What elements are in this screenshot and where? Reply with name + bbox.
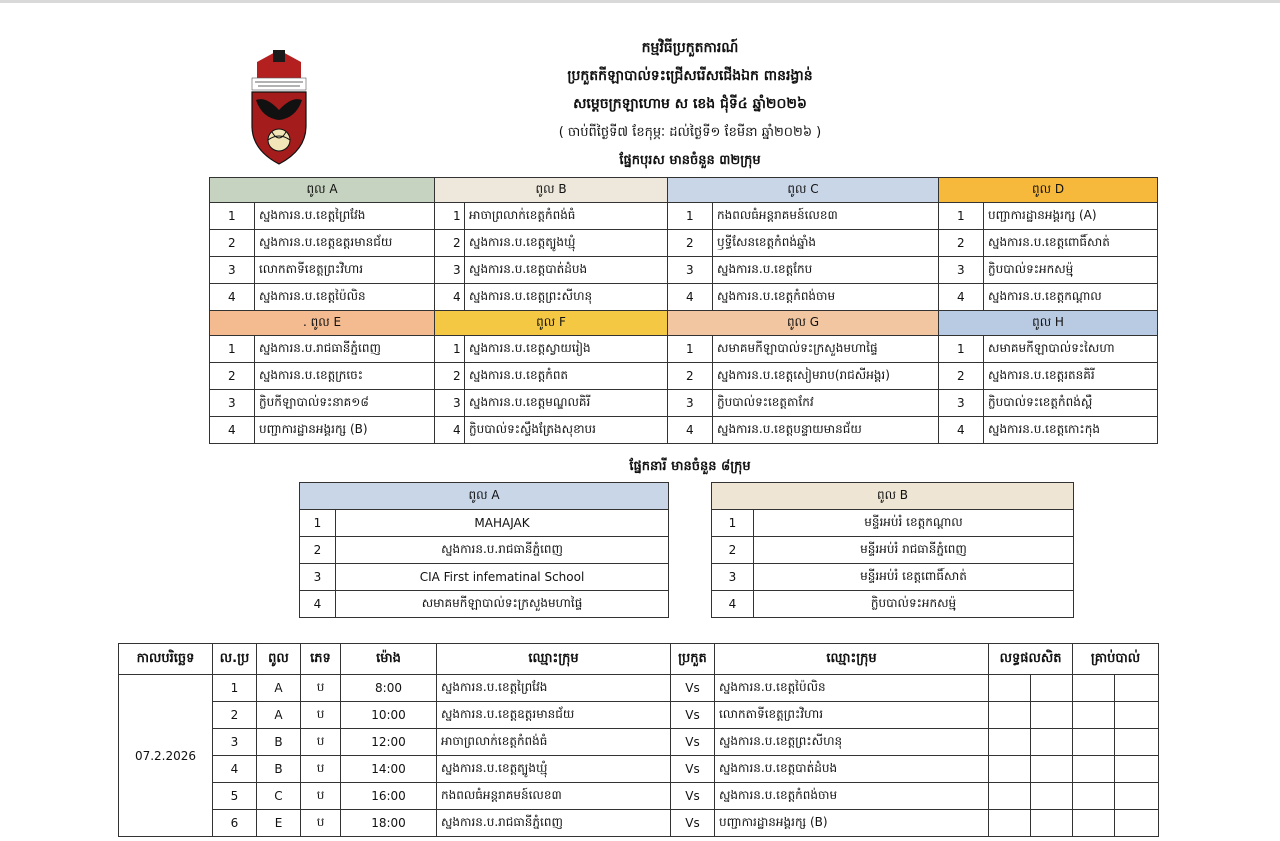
team-name: មន្ទីរអប់រំ រាជធានីភ្នំពេញ	[754, 537, 1074, 564]
match-row	[119, 756, 1159, 783]
match-team2: បញ្ជាការដ្ឋានអង្គរក្ស (B)	[715, 810, 989, 837]
team-name: បញ្ជាការដ្ឋានអង្គរក្ស (A)	[984, 203, 1158, 230]
col-referee: គ្រាប់បាល់	[1073, 644, 1159, 675]
score-cell	[989, 702, 1031, 729]
team-number: 1	[300, 510, 336, 537]
team-name: ស្នងការ​ន.ប.ខេត្តព្រះសីហនុ	[465, 284, 668, 311]
team-number: 4	[939, 417, 984, 444]
pool-row	[210, 203, 1158, 230]
score-cell	[1031, 783, 1073, 810]
team-name: សមាគមកីឡាបាល់ទះសៃហា	[984, 336, 1158, 363]
men-section-title: ផ្នែកបុរស មានចំនួន ៣២ក្រុម	[619, 153, 761, 168]
team-name: មន្ទីរអប់រំ ខេត្តកណ្តាល	[754, 510, 1074, 537]
team-name: លោកតាទីខេត្តព្រះវិហារ	[255, 257, 435, 284]
match-team1: ស្នងការ​ន.ប.ខេត្តត្បូងឃ្មុំ	[437, 756, 671, 783]
pool-row	[712, 537, 1074, 564]
match-row	[119, 729, 1159, 756]
men-top-header-row	[210, 178, 1158, 203]
team-name: កងពលធំអន្តរាគមន៍លេខ៣	[713, 203, 939, 230]
ministry-emblem-logo	[246, 48, 312, 166]
team-number: 1	[668, 203, 713, 230]
top-border	[0, 0, 1280, 3]
pool-row	[210, 390, 1158, 417]
match-team1: អាចាព្រលាក់ខេត្តកំពង់ធំ	[437, 729, 671, 756]
team-number: 2	[435, 230, 465, 257]
team-name: ស្នងការ​ន.ប.ខេត្តកំពង់ចាម	[713, 284, 939, 311]
col-team1: ឈ្មោះក្រុម	[437, 644, 671, 675]
team-number: 2	[210, 230, 255, 257]
match-gender: ប	[301, 675, 341, 702]
team-number: 4	[668, 284, 713, 311]
match-vs: Vs	[671, 783, 715, 810]
score-cell	[989, 729, 1031, 756]
team-name: ក្លិបកីឡាបាល់ទះនាគ១៨	[255, 390, 435, 417]
match-pool: C	[257, 783, 301, 810]
team-name: ក្លិបបាល់ទះខេត្តតាកែវ	[713, 390, 939, 417]
team-name: ឫទ្ធីសែនខេត្តកំពង់ឆ្នាំង	[713, 230, 939, 257]
team-number: 3	[668, 390, 713, 417]
team-number: 2	[300, 537, 336, 564]
team-number: 2	[435, 363, 465, 390]
pool-header-h: ពូល H	[939, 311, 1158, 336]
team-name: ស្នងការ​ន.ប.ខេត្តកណ្តាល	[984, 284, 1158, 311]
team-number: 2	[939, 363, 984, 390]
score-cell	[1073, 783, 1115, 810]
pool-row	[210, 336, 1158, 363]
team-number: 1	[210, 203, 255, 230]
match-time: 18:00	[341, 810, 437, 837]
team-name: ស្នងការ​ន.ប.ខេត្តត្បូងឃ្មុំ	[465, 230, 668, 257]
team-name: សមាគមកីឡាបាល់ទះក្រសួងមហាផ្ទៃ	[713, 336, 939, 363]
match-time: 8:00	[341, 675, 437, 702]
score-cell	[1115, 729, 1159, 756]
pool-row	[210, 417, 1158, 444]
team-number: 3	[939, 257, 984, 284]
match-team1: ស្នងការ​ន.ប.រាជធានីភ្នំពេញ	[437, 810, 671, 837]
pool-header-e: . ពូល E	[210, 311, 435, 336]
match-time: 12:00	[341, 729, 437, 756]
team-name: សមាគមកីឡាបាល់ទះក្រសួងមហាផ្ទៃ	[336, 591, 669, 618]
match-number: 2	[213, 702, 257, 729]
team-name: ស្នងការ​ន.ប.ខេត្តក្រចេះ	[255, 363, 435, 390]
score-cell	[989, 675, 1031, 702]
match-vs: Vs	[671, 702, 715, 729]
women-pool-a-table	[299, 482, 669, 618]
score-cell	[1115, 675, 1159, 702]
score-cell	[989, 783, 1031, 810]
team-name: ស្នងការ​ន.ប.ខេត្តពោធិ៍សាត់	[984, 230, 1158, 257]
match-team1: ស្នងការ​ន.ប.ខេត្តព្រៃវែង	[437, 675, 671, 702]
pool-row	[210, 284, 1158, 311]
match-team1: កងពលធំអន្តរាគមន៍លេខ៣	[437, 783, 671, 810]
pool-row	[300, 510, 669, 537]
team-name: ស្នងការ​ន.ប.ខេត្តកំពត	[465, 363, 668, 390]
team-name: ស្នងការ​ន.ប.រាជធានីភ្នំពេញ	[336, 537, 669, 564]
team-number: 4	[210, 417, 255, 444]
match-time: 14:00	[341, 756, 437, 783]
match-team2: ស្នងការ​ន.ប.ខេត្តបាត់ដំបង	[715, 756, 989, 783]
team-number: 1	[210, 336, 255, 363]
team-name: អាចាព្រលាក់ខេត្តកំពង់ធំ	[465, 203, 668, 230]
pool-row	[712, 591, 1074, 618]
team-name: ស្នងការ​ន.ប.ខេត្តមណ្ឌលគិរី	[465, 390, 668, 417]
score-cell	[1073, 810, 1115, 837]
team-number: 2	[712, 537, 754, 564]
pool-row	[300, 564, 669, 591]
team-name: ក្លិបបាល់ទះអកសម្ម៉ុ	[984, 257, 1158, 284]
score-cell	[1073, 675, 1115, 702]
match-gender: ប	[301, 702, 341, 729]
pool-row	[210, 257, 1158, 284]
match-row	[119, 675, 1159, 702]
team-name: ស្នងការ​ន.ប.ខេត្តឧត្តរមានជ័យ	[255, 230, 435, 257]
team-number: 2	[939, 230, 984, 257]
score-cell	[1031, 810, 1073, 837]
match-time: 10:00	[341, 702, 437, 729]
team-number: 3	[435, 390, 465, 417]
header-line-2: ប្រកួតកីឡាបាល់ទះជ្រើសរើសជើងឯក ពានរង្វាន់	[567, 68, 813, 84]
team-name: ស្នងការ​ន.ប.ខេត្តសៀមរាប(រាជសីអង្គរ)	[713, 363, 939, 390]
match-pool: A	[257, 675, 301, 702]
match-number: 4	[213, 756, 257, 783]
col-time: ម៉ោង	[341, 644, 437, 675]
team-number: 3	[210, 257, 255, 284]
team-number: 2	[668, 363, 713, 390]
team-name: ស្នងការ​ន.ប.ខេត្តបន្ទាយមានជ័យ	[713, 417, 939, 444]
match-pool: A	[257, 702, 301, 729]
match-schedule-table	[118, 643, 1159, 837]
team-number: 4	[435, 284, 465, 311]
team-name: មន្ទីរអប់រំ ខេត្តពោធិ៍សាត់	[754, 564, 1074, 591]
score-cell	[989, 810, 1031, 837]
match-gender: ប	[301, 756, 341, 783]
match-vs: Vs	[671, 729, 715, 756]
col-date: កាលបរិច្ឆេទ	[119, 644, 213, 675]
team-number: 3	[435, 257, 465, 284]
team-number: 2	[668, 230, 713, 257]
score-cell	[1115, 702, 1159, 729]
match-gender: ប	[301, 810, 341, 837]
score-cell	[1115, 756, 1159, 783]
team-name: ស្នងការ​ន.ប.រាជធានីភ្នំពេញ	[255, 336, 435, 363]
match-pool: B	[257, 756, 301, 783]
women-pool-a-header: ពូល A	[300, 483, 669, 510]
women-pool-b-header: ពូល B	[712, 483, 1074, 510]
header-line-1: កម្មវិធីប្រកួតការណ៍	[641, 40, 739, 56]
schedule-header-row	[119, 644, 1159, 675]
women-pool-b-table	[711, 482, 1074, 618]
team-number: 4	[435, 417, 465, 444]
pool-row	[712, 510, 1074, 537]
team-number: 3	[668, 257, 713, 284]
match-team2: ស្នងការ​ន.ប.ខេត្តព្រះសីហនុ	[715, 729, 989, 756]
match-vs: Vs	[671, 675, 715, 702]
pool-header-g: ពូល G	[668, 311, 939, 336]
team-number: 1	[712, 510, 754, 537]
col-result: លទ្ធផលសិត	[989, 644, 1073, 675]
score-cell	[1031, 702, 1073, 729]
pool-row	[712, 564, 1074, 591]
pool-header-d: ពូល D	[939, 178, 1158, 203]
team-name: ស្នងការ​ន.ប.ខេត្តកោះកុង	[984, 417, 1158, 444]
match-date: 07.2.2026	[119, 675, 213, 837]
match-team1: ស្នងការ​ន.ប.ខេត្តឧត្តរមានជ័យ	[437, 702, 671, 729]
pool-row	[300, 537, 669, 564]
team-name: ស្នងការ​ន.ប.ខេត្តព្រៃវែង	[255, 203, 435, 230]
team-number: 1	[668, 336, 713, 363]
pool-header-f: ពូល F	[435, 311, 668, 336]
score-cell	[1073, 729, 1115, 756]
header-date-range: ( ចាប់ពីថ្ងៃទី៧ ខែកុម្ភៈ ដល់ថ្ងៃទី១ ខែមីនា ឆ្នាំ២០២៦ )	[558, 125, 822, 140]
team-name: ក្លិបបាល់ទះអកសម្ម៉ុ	[754, 591, 1074, 618]
team-name: បញ្ជាការដ្ឋានអង្គរក្ស (B)	[255, 417, 435, 444]
match-pool: E	[257, 810, 301, 837]
team-number: 4	[712, 591, 754, 618]
match-number: 5	[213, 783, 257, 810]
team-number: 4	[939, 284, 984, 311]
team-name: ស្នងការ​ន.ប.ខេត្តរតនគិរី	[984, 363, 1158, 390]
pool-row	[210, 363, 1158, 390]
pool-row	[300, 591, 669, 618]
match-gender: ប	[301, 729, 341, 756]
match-number: 1	[213, 675, 257, 702]
women-pool-a-header-row	[300, 483, 669, 510]
match-team2: ស្នងការ​ន.ប.ខេត្តកំពង់ចាម	[715, 783, 989, 810]
team-name: CIA First infematinal School	[336, 564, 669, 591]
score-cell	[1031, 756, 1073, 783]
team-number: 2	[210, 363, 255, 390]
pool-header-a: ពូល A	[210, 178, 435, 203]
col-pool: ពូល	[257, 644, 301, 675]
team-number: 1	[435, 203, 465, 230]
match-row	[119, 783, 1159, 810]
col-no: ល.ប្រ	[213, 644, 257, 675]
match-row	[119, 810, 1159, 837]
team-name: ក្លិបបាល់ទះស្ទឹងត្រែងសុខាបរ	[465, 417, 668, 444]
women-section-title: ផ្នែកនារី មានចំនួន ៨ក្រុម	[629, 459, 751, 474]
match-vs: Vs	[671, 810, 715, 837]
team-name: ស្នងការ​ន.ប.ខេត្តប៉ៃលិន	[255, 284, 435, 311]
score-cell	[1073, 756, 1115, 783]
team-name: ស្នងការ​ន.ប.ខេត្តបាត់ដំបង	[465, 257, 668, 284]
match-gender: ប	[301, 783, 341, 810]
match-time: 16:00	[341, 783, 437, 810]
match-team2: លោកតាទីខេត្តព្រះវិហារ	[715, 702, 989, 729]
col-team2: ឈ្មោះក្រុម	[715, 644, 989, 675]
pool-header-c: ពូល C	[668, 178, 939, 203]
score-cell	[989, 756, 1031, 783]
pool-header-b: ពូល B	[435, 178, 668, 203]
team-name: ស្នងការ​ន.ប.ខេត្តស្វាយរៀង	[465, 336, 668, 363]
team-number: 1	[939, 336, 984, 363]
score-cell	[1115, 783, 1159, 810]
score-cell	[1031, 729, 1073, 756]
team-number: 1	[435, 336, 465, 363]
score-cell	[1115, 810, 1159, 837]
team-name: MAHAJAK	[336, 510, 669, 537]
pool-row	[210, 230, 1158, 257]
match-number: 6	[213, 810, 257, 837]
score-cell	[1073, 702, 1115, 729]
team-number: 4	[210, 284, 255, 311]
team-number: 3	[712, 564, 754, 591]
team-number: 3	[300, 564, 336, 591]
col-gender: ភេទ	[301, 644, 341, 675]
match-vs: Vs	[671, 756, 715, 783]
team-name: ស្នងការ​ន.ប.ខេត្តកែប	[713, 257, 939, 284]
team-number: 3	[939, 390, 984, 417]
women-pool-b-header-row	[712, 483, 1074, 510]
match-row	[119, 702, 1159, 729]
match-pool: B	[257, 729, 301, 756]
men-pools-table	[209, 177, 1158, 444]
team-number: 1	[939, 203, 984, 230]
men-bottom-header-row	[210, 311, 1158, 336]
team-number: 4	[668, 417, 713, 444]
match-number: 3	[213, 729, 257, 756]
team-name: ក្លិបបាល់ទះខេត្តកំពង់ស្ពឺ	[984, 390, 1158, 417]
score-cell	[1031, 675, 1073, 702]
team-number: 3	[210, 390, 255, 417]
header-line-3: សម្តេចក្រឡាហោម ស ខេង ជុំទី៤ ឆ្នាំ២០២៦	[573, 96, 807, 112]
col-vs: ប្រកួត	[671, 644, 715, 675]
match-team2: ស្នងការ​ន.ប.ខេត្តប៉ៃលិន	[715, 675, 989, 702]
team-number: 4	[300, 591, 336, 618]
